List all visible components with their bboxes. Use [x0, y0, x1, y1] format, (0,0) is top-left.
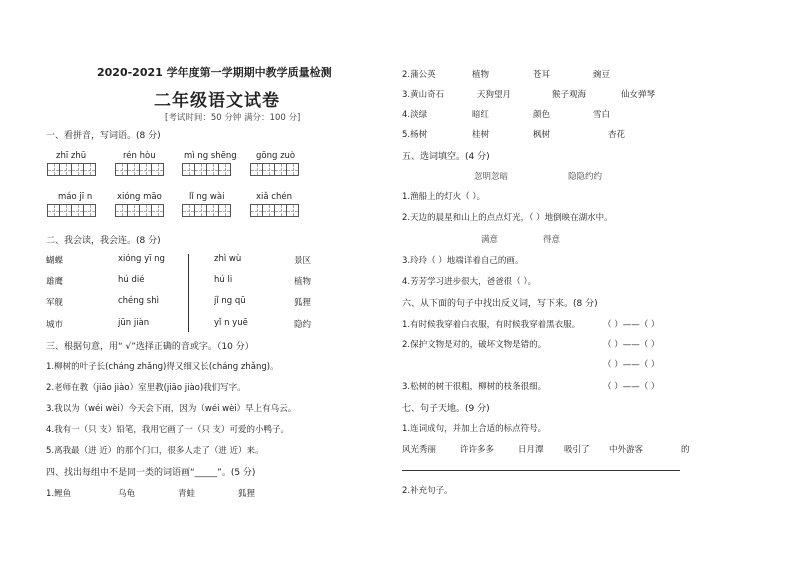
q6-answer-blank[interactable]: （ ）——（ ） — [603, 320, 660, 330]
q2-word[interactable]: 蝴蝶 — [46, 256, 64, 266]
q7-word: 日月潭 — [518, 445, 544, 455]
q5-heading: 五、选词填空。(4 分) — [402, 152, 490, 162]
q2-pinyin[interactable]: jǐ ng qū — [214, 296, 246, 306]
q5-word-option: 满意 — [481, 235, 499, 245]
q7-word: 中外游客 — [609, 445, 644, 455]
q3-item-4[interactable]: 4.我有一（只 支）铅笔，我用它画了一（只 支）可爱的小鸭子。 — [46, 425, 290, 435]
q7-word: 的 — [681, 445, 690, 455]
q4-word[interactable]: 2.蒲公英 — [402, 70, 436, 80]
q4-word[interactable]: 颜色 — [533, 110, 551, 120]
q4-word[interactable]: 乌龟 — [118, 489, 136, 499]
q1-pinyin-6: xióng māo — [117, 192, 162, 202]
q7-heading: 七、句子天地。(9 分) — [402, 404, 490, 414]
exam-subtitle: 二年级语文试卷 — [154, 91, 280, 111]
q6-item-2: 2.保护文物是对的，破坏文物是错的。 — [402, 340, 547, 350]
q4-word[interactable]: 狐狸 — [238, 489, 256, 499]
q1-answer-box-6[interactable] — [115, 204, 163, 217]
q5-item-2[interactable]: 2.天边的晨星和山上的点点灯光，（ ）地倒映在湖水中。 — [402, 213, 613, 223]
q5-item-1[interactable]: 1.渔船上的灯火（ ）。 — [402, 192, 486, 202]
q1-answer-box-7[interactable] — [182, 204, 230, 217]
q4-word[interactable]: 枫树 — [533, 130, 551, 140]
q1-answer-box-8[interactable] — [250, 204, 298, 217]
q2-word[interactable]: 雄鹰 — [46, 277, 64, 287]
q6-item-3: 3.松树的树干很粗，柳树的枝条很细。 — [402, 382, 547, 392]
q6-answer-blank[interactable]: （ ）——（ ） — [603, 382, 660, 392]
q7-word: 吸引了 — [564, 445, 590, 455]
q2-pinyin[interactable]: zhì wù — [214, 254, 242, 264]
q2-pinyin[interactable]: hú dié — [118, 275, 145, 285]
q7-word: 许许多多 — [460, 445, 495, 455]
q1-pinyin-5: máo jī n — [58, 192, 93, 202]
q4-word[interactable]: 苍耳 — [533, 70, 551, 80]
exam-title: 2020-2021 学年度第一学期期中教学质量检测 — [97, 66, 332, 79]
q1-pinyin-4: gōng zuò — [256, 151, 296, 161]
q3-heading: 三、根据句意，用“ √”选择正确的音或字。（10 分） — [46, 342, 254, 352]
q5-word-option: 得意 — [543, 235, 561, 245]
q2-word[interactable]: 隐约 — [294, 320, 312, 330]
q4-word[interactable]: 暗红 — [472, 110, 490, 120]
q3-item-3[interactable]: 3.我以为（wéi wèi）今天会下雨，因为（wéi wèi）早上有乌云。 — [46, 404, 297, 414]
q1-pinyin-7: lǐ ng wài — [189, 192, 225, 202]
q1-pinyin-3: mì ng shēng — [184, 151, 237, 161]
q6-item-1: 1.有时候我穿着白衣服，有时候我穿着黑衣服。 — [402, 320, 581, 330]
q1-answer-box-5[interactable] — [47, 204, 95, 217]
q6-heading: 六、从下面的句子中找出反义词，写下来。(8 分) — [402, 299, 598, 309]
q3-item-2[interactable]: 2.老师在教（jiāo jiào）室里教(jiāo jiào)我们写字。 — [46, 383, 246, 393]
q2-pinyin[interactable]: jūn jiàn — [118, 318, 150, 328]
q2-word[interactable]: 狐狸 — [294, 298, 312, 308]
q6-answer-blank[interactable]: （ ）——（ ） — [603, 340, 660, 350]
q4-word[interactable]: 豌豆 — [593, 70, 611, 80]
exam-meta: [考试时间：50 分钟 满分：100 分] — [165, 113, 301, 123]
q4-word[interactable]: 仙女弹琴 — [621, 90, 656, 100]
q4-word[interactable]: 猴子观海 — [552, 90, 587, 100]
q1-pinyin-8: xiǎ chén — [256, 192, 292, 202]
q2-pinyin[interactable]: yǐ n yuē — [214, 318, 248, 328]
q6-answer-blank[interactable]: （ ）——（ ） — [603, 360, 660, 370]
q4-word[interactable]: 天狗望月 — [477, 90, 512, 100]
q7-answer-line[interactable] — [402, 470, 680, 471]
q1-answer-box-1[interactable] — [47, 163, 95, 176]
q2-heading: 二、我会读，我会连。(8 分) — [46, 236, 161, 246]
q1-answer-box-4[interactable] — [250, 163, 298, 176]
q4-heading: 四、找出每组中不是同一类的词语画“_____”。(5 分) — [46, 468, 256, 478]
q7-word: 风光秀丽 — [402, 445, 437, 455]
q2-pinyin[interactable]: xióng yī ng — [118, 254, 165, 264]
q5-word-option: 忽明忽暗 — [474, 172, 509, 182]
q1-pinyin-2: rén hòu — [123, 151, 156, 161]
q4-word[interactable]: 5.杨树 — [402, 130, 428, 140]
q4-word[interactable]: 3.黄山奇石 — [402, 90, 445, 100]
q2-word[interactable]: 城市 — [46, 320, 64, 330]
q3-item-5[interactable]: 5.离我最（进 近）的那个门口，很多人走了（进 近）来。 — [46, 446, 264, 456]
q7-sub2: 2.补充句子。 — [402, 486, 453, 496]
q3-item-1[interactable]: 1.柳树的叶子长(chánɡ zhǎnɡ)得又细又长(chánɡ zhǎnɡ)。 — [46, 362, 279, 372]
q5-word-option: 隐隐约约 — [568, 172, 603, 182]
q4-word[interactable]: 植物 — [472, 70, 490, 80]
q2-pinyin[interactable]: hú li — [214, 275, 233, 285]
q2-divider — [188, 254, 189, 332]
q5-item-4[interactable]: 4.芳芳学习进步很大，爸爸很（ ）。 — [402, 277, 537, 287]
q7-sub1: 1.连词成句，并加上合适的标点符号。 — [402, 424, 547, 434]
q4-word[interactable]: 桂树 — [472, 130, 490, 140]
q4-word[interactable]: 青蛙 — [178, 489, 196, 499]
q4-word[interactable]: 4.淡绿 — [402, 110, 428, 120]
q4-word[interactable]: 杏花 — [608, 130, 626, 140]
q1-pinyin-1: zhī zhū — [56, 151, 87, 161]
q2-pinyin[interactable]: chéng shì — [118, 296, 159, 306]
q2-word[interactable]: 景区 — [294, 256, 312, 266]
q1-answer-box-2[interactable] — [115, 163, 163, 176]
q1-heading: 一、看拼音，写词语。(8 分) — [46, 131, 161, 141]
q4-word[interactable]: 1.鲤鱼 — [46, 489, 72, 499]
q4-word[interactable]: 雪白 — [593, 110, 611, 120]
q2-word[interactable]: 军舰 — [46, 298, 64, 308]
q2-word[interactable]: 植物 — [294, 277, 312, 287]
q1-answer-box-3[interactable] — [182, 163, 230, 176]
q5-item-3[interactable]: 3.玲玲（ ）地端详着自己的画。 — [402, 256, 524, 266]
